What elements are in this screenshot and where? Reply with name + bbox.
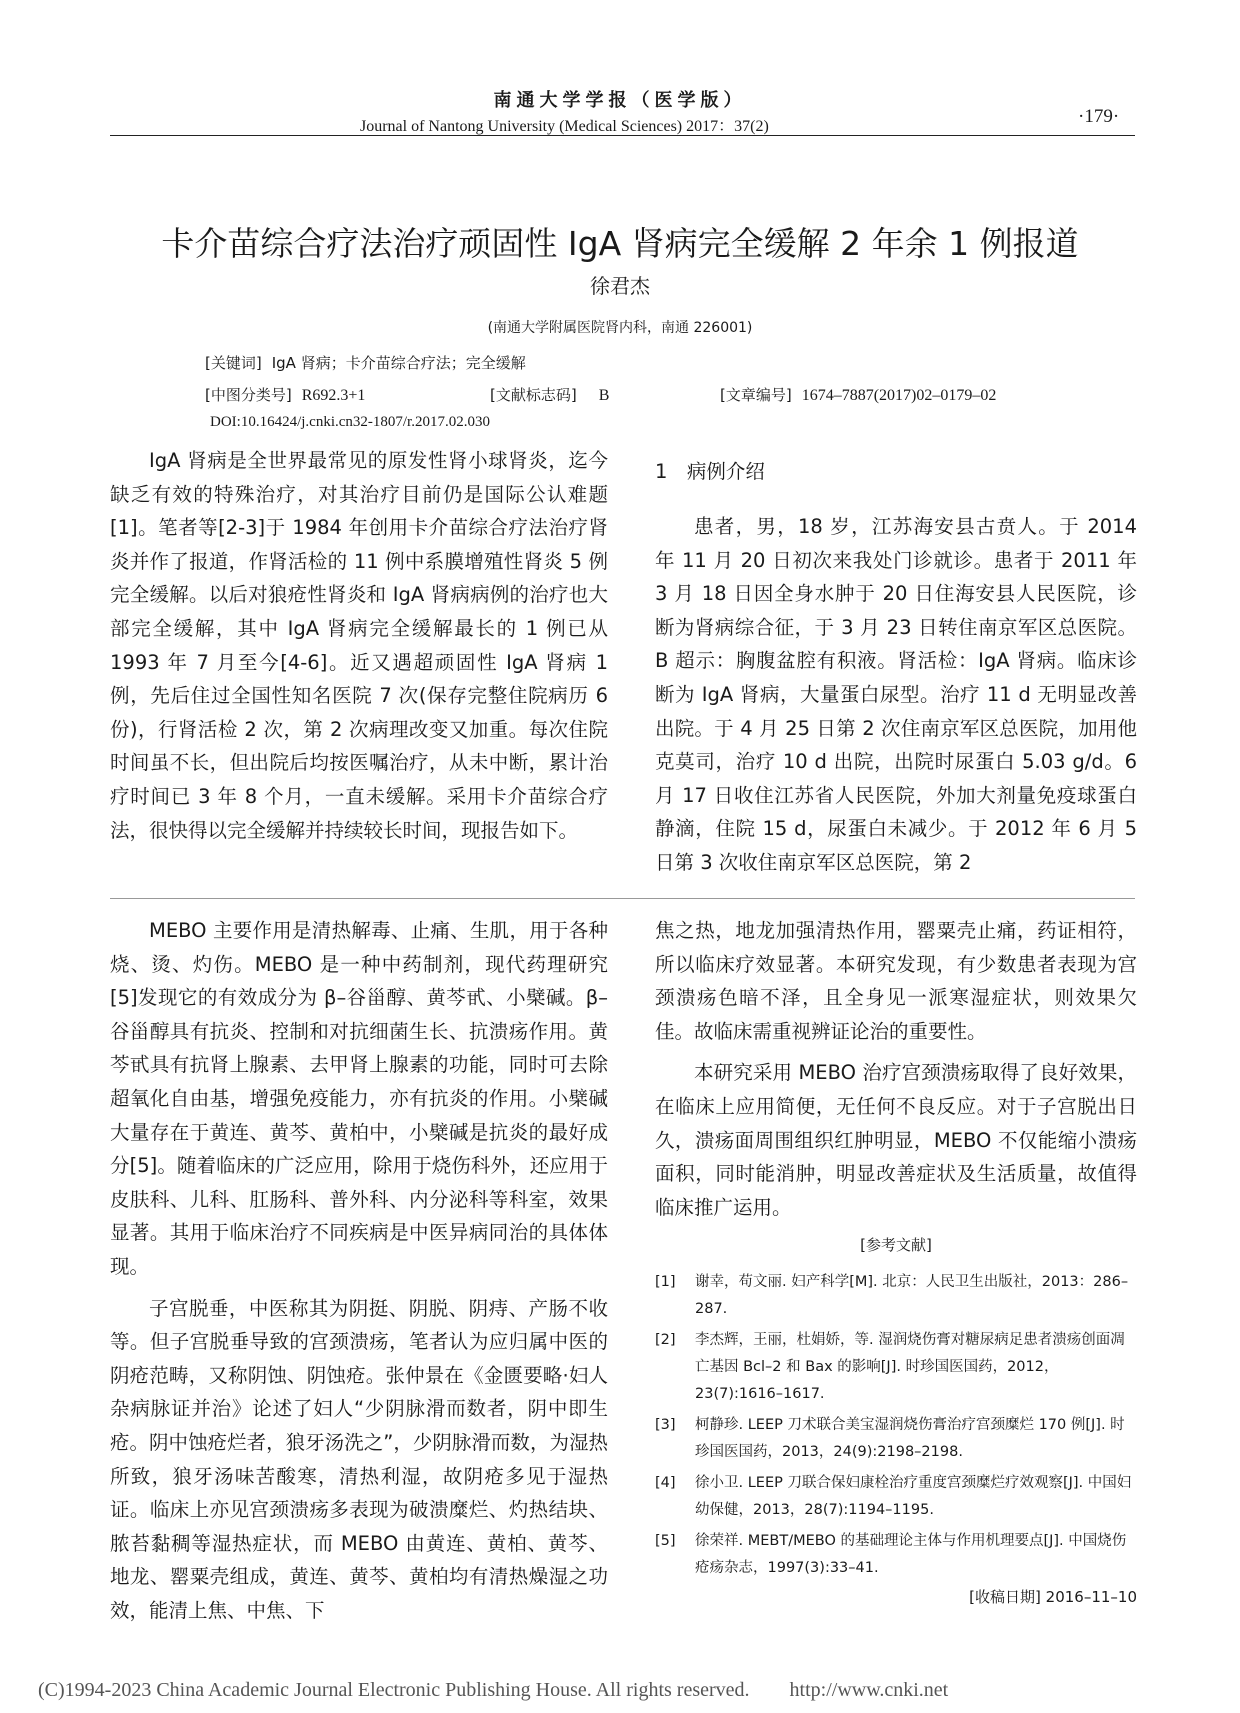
reference-list	[655, 1269, 1137, 1582]
reference-text: 柯静珍. LEEP 刀术联合美宝湿润烧伤膏治疗宫颈糜烂 170 例[J]. 时珍国医国药，2013，24(9):2198–2198.	[695, 1417, 1125, 1461]
article-no-value: 1674–7887(2017)02–0179–02	[801, 387, 997, 404]
case-heading: 1 病例介绍	[655, 460, 765, 483]
journal-title-cn: 南通大学学报（医学版）	[493, 90, 747, 111]
author-affiliation: (南通大学附属医院肾内科，南通 226001)	[487, 320, 753, 336]
tcm-paragraph: 焦之热，地龙加强清热作用，罂粟壳止痛，药证相符，所以临床疗效显著。本研究发现，有少数患者表现为宫颈溃疡色暗不泽，且全身见一派寒湿症状，则效果欠佳。故临床需重视辨证论治的重要性。	[655, 919, 1137, 1043]
reference-text: 李杰辉，王丽，杜娟娇，等. 湿润烧伤膏对糖尿病足患者溃疡创面凋亡基因 Bcl–2 和 Bax 的影响[J]. 时珍国医国药，2012，23(7):1616–1617.	[695, 1332, 1125, 1403]
reference-item	[655, 1269, 1137, 1323]
journal-title-en: Journal of Nantong University (Medical Sciences) 2017：37(2)	[360, 118, 769, 135]
lower-left-column	[110, 914, 608, 1627]
reference-text: 谢幸，苟文丽. 妇产科学[M]. 北京：人民卫生出版社，2013：286–287.	[695, 1274, 1129, 1318]
article-separator	[110, 898, 1135, 899]
copyright-notice: (C)1994-2023 China Academic Journal Electronic Publishing House. All rights reserved. http://www.cnki.net	[38, 1679, 949, 1701]
doc-code-value: B	[598, 387, 610, 404]
case-paragraph: 患者，男，18 岁，江苏海安县古贲人。于 2014 年 11 月 20 日初次来我处门诊就诊。患者于 2011 年 3 月 18 日因全身水肿于 20 日住海安县人民医院，诊断为肾病综合征，于 3 月 23 日转住南京军区总医院。B 超示：胸腹盆腔有积液。肾活检：IgA 肾病。临床诊断为 IgA 肾病，大量蛋白尿型。治疗 11 d 无明显改善出院。于 4 月 25 日第 2 次住南京军区总医院，加用他克莫司，治疗 10 d 出院，出院时尿蛋白 5.03 g/d。6 月 17 日收住江苏省人民医院，外加大剂量免疫球蛋白静滴，住院 15 d，尿蛋白未减少。于 2012 年 6 月 5 日第 3 次收住南京军区总医院，第 2	[655, 515, 1137, 874]
reference-number: [1]	[655, 1274, 676, 1291]
reference-number: [2]	[655, 1332, 676, 1349]
keywords-line	[205, 352, 526, 373]
doc-code-label: [文献标志码]	[490, 386, 577, 404]
keywords-value: IgA 肾病；卡介苗综合疗法；完全缓解	[271, 354, 526, 372]
intro-column	[110, 444, 608, 847]
mebo-paragraph: MEBO 主要作用是清热解毒、止痛、生肌，用于各种烧、烫、灼伤。MEBO 是一种中药制剂，现代药理研究[5]发现它的有效成分为 β–谷甾醇、黄芩甙、小檗碱。β–谷甾醇具有抗炎、控制和对抗细菌生长、抗溃疡作用。黄芩甙具有抗肾上腺素、去甲肾上腺素的功能，同时可去除超氧化自由基，增强免疫能力，亦有抗炎的作用。小檗碱大量存在于黄连、黄芩、黄柏中，小檗碱是抗炎的最好成分[5]。随着临床的广泛应用，除用于烧伤科外，还应用于皮肤科、儿科、肛肠科、普外科、内分泌科等科室，效果显著。其用于临床治疗不同疾病是中医异病同治的具体体现。	[110, 919, 608, 1278]
reference-item	[655, 1528, 1137, 1582]
article-no-label: [文章编号]	[720, 386, 792, 404]
article-no-line	[720, 384, 996, 405]
clc-line	[205, 384, 365, 405]
prolapse-paragraph: 子宫脱垂，中医称其为阴挺、阴脱、阴痔、产肠不收等。但子宫脱垂导致的宫颈溃疡，笔者认为应归属中医的阴疮范畴，又称阴蚀、阴蚀疮。张仲景在《金匮要略·妇人杂病脉证并治》论述了妇人“少阴脉滑而数者，阴中即生疮。阴中蚀疮烂者，狼牙汤洗之”，少阴脉滑而数，为湿热所致，狼牙汤味苦酸寒，清热利湿，故阴疮多见于湿热证。临床上亦见宫颈溃疡多表现为破溃糜烂、灼热结块、脓苔黏稠等湿热症状，而 MEBO 由黄连、黄柏、黄芩、地龙、罂粟壳组成，黄连、黄芩、黄柏均有清热燥湿之功效，能清上焦、中焦、下	[110, 1296, 608, 1622]
reference-text: 徐小卫. LEEP 刀联合保妇康栓治疗重度宫颈糜烂疗效观察[J]. 中国妇幼保健，2013，28(7):1194–1195.	[695, 1475, 1132, 1519]
reference-number: [4]	[655, 1475, 676, 1492]
header-rule	[110, 135, 1135, 136]
received-date: [收稿日期] 2016–11–10	[969, 1588, 1137, 1607]
doi-line: DOI:10.16424/j.cnki.cn32-1807/r.2017.02.030	[210, 414, 490, 430]
page-number: ·179·	[1078, 106, 1120, 127]
doc-code-line	[490, 384, 609, 405]
reference-item	[655, 1327, 1137, 1408]
reference-item	[655, 1470, 1137, 1524]
conclusion-paragraph: 本研究采用 MEBO 治疗宫颈溃疡取得了良好效果，在临床上应用简便，无任何不良反应。对于子宫脱出日久，溃疡面周围组织红肿明显，MEBO 不仅能缩小溃疡面积，同时能消肿，明显改善症状及生活质量，故值得临床推广运用。	[655, 1061, 1137, 1219]
article-title: 卡介苗综合疗法治疗顽固性 IgA 肾病完全缓解 2 年余 1 例报道	[161, 224, 1079, 263]
case-column	[655, 444, 1137, 880]
lower-right-column	[655, 914, 1137, 1607]
intro-paragraph: IgA 肾病是全世界最常见的原发性肾小球肾炎，迄今缺乏有效的特殊治疗，对其治疗目前仍是国际公认难题[1]。笔者等[2-3]于 1984 年创用卡介苗综合疗法治疗肾炎并作了报道，作肾活检的 11 例中系膜增殖性肾炎 5 例完全缓解。以后对狼疮性肾炎和 IgA 肾病病例的治疗也大部完全缓解，其中 IgA 肾病完全缓解最长的 1 例已从 1993 年 7 月至今[4-6]。近又遇超顽固性 IgA 肾病 1 例，先后住过全国性知名医院 7 次(保存完整住院病历 6 份)，行肾活检 2 次，第 2 次病理改变又加重。每次住院时间虽不长，但出院后均按医嘱治疗，从未中断，累计治疗时间已 3 年 8 个月，一直未缓解。采用卡介苗综合疗法，很快得以完全缓解并持续较长时间，现报告如下。	[110, 449, 608, 842]
article-author: 徐君杰	[590, 274, 650, 298]
reference-text: 徐荣祥. MEBT/MEBO 的基础理论主体与作用机理要点[J]. 中国烧伤疮疡杂志，1997(3):33–41.	[695, 1533, 1127, 1577]
clc-value: R692.3+1	[301, 387, 366, 404]
keywords-label: [关键词]	[205, 354, 262, 372]
reference-item	[655, 1412, 1137, 1466]
clc-label: [中图分类号]	[205, 386, 292, 404]
reference-number: [3]	[655, 1417, 676, 1434]
references-heading: [参考文献]	[860, 1236, 932, 1255]
reference-number: [5]	[655, 1533, 676, 1550]
